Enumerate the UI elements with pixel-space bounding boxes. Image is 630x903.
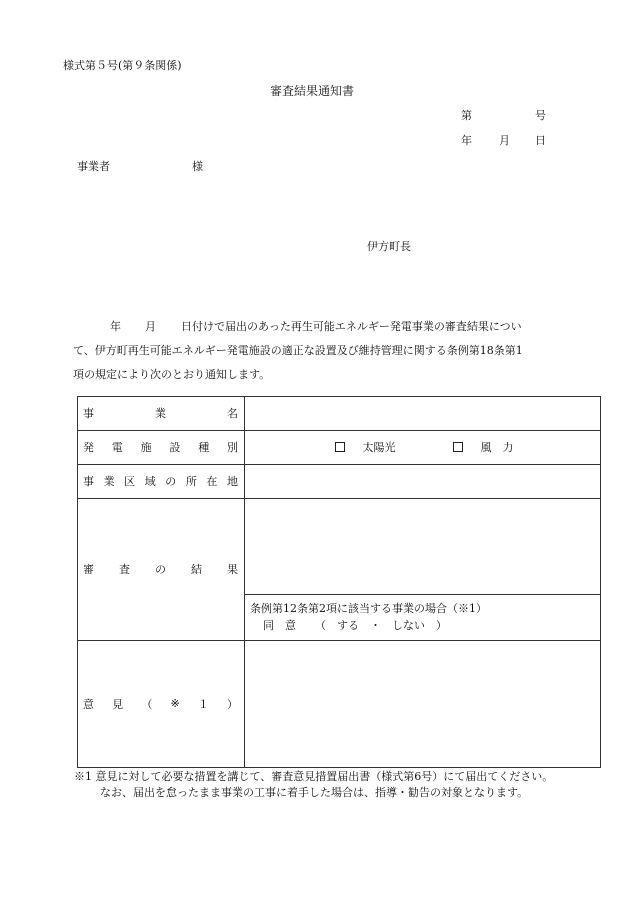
business-location-field[interactable] bbox=[245, 465, 599, 497]
table-border-left bbox=[77, 396, 78, 768]
label-char: 在 bbox=[206, 475, 218, 488]
date-day: 日 bbox=[535, 134, 546, 147]
label-char: 業 bbox=[103, 475, 115, 488]
label-char: 所 bbox=[185, 475, 197, 488]
option-wind-label: 風 力 bbox=[480, 441, 514, 454]
date-month: 月 bbox=[499, 134, 510, 147]
label-char: 審 bbox=[83, 563, 94, 576]
label-char: ※ bbox=[170, 697, 180, 710]
checkbox-wind[interactable] bbox=[453, 442, 463, 452]
label-char: 発 bbox=[83, 441, 94, 454]
table-border-right bbox=[600, 396, 601, 768]
review-result-field[interactable] bbox=[245, 499, 599, 593]
form-number: 様式第５号(第９条関係) bbox=[63, 59, 182, 72]
label-facility-type bbox=[83, 430, 238, 464]
body-line2: て、伊方町再生可能エネルギー発電施設の適正な設置及び維持管理に関する条例第18条第1 bbox=[73, 344, 523, 357]
label-char: 域 bbox=[144, 475, 156, 488]
label-char: 区 bbox=[124, 475, 136, 488]
document-title: 審査結果通知書 bbox=[270, 84, 355, 98]
label-char: 見 bbox=[112, 697, 124, 711]
label-char: １ bbox=[197, 697, 209, 711]
label-char: 設 bbox=[169, 441, 181, 454]
label-business-location bbox=[83, 464, 238, 498]
label-opinion bbox=[83, 640, 238, 767]
label-review-result bbox=[83, 498, 238, 640]
opinion-field[interactable] bbox=[245, 641, 599, 766]
checkbox-solar[interactable] bbox=[335, 442, 345, 452]
issuer: 伊方町長 bbox=[367, 240, 411, 253]
label-char: 種 bbox=[198, 441, 210, 454]
option-wind[interactable] bbox=[453, 441, 514, 455]
footnote-line1: ※1 意見に対して必要な措置を講じて、審査意見措置届出書（様式第6号）にて届出てください。 bbox=[74, 770, 554, 783]
label-char: 地 bbox=[226, 475, 238, 488]
label-char: 別 bbox=[226, 441, 238, 454]
label-char: （ bbox=[141, 697, 153, 711]
label-char: 業 bbox=[155, 407, 166, 420]
label-char: 意 bbox=[83, 697, 94, 711]
label-char: 施 bbox=[140, 441, 152, 454]
label-business-name bbox=[83, 396, 238, 430]
consent-label: 同 意 bbox=[263, 619, 296, 632]
option-solar[interactable] bbox=[335, 441, 396, 455]
body-line1: 日付けで届出のあった再生可能エネルギー発電事業の審査結果につい bbox=[181, 320, 522, 333]
option-solar-label: 太陽光 bbox=[362, 441, 396, 454]
consent-choices[interactable]: （ する ・ しない ） bbox=[315, 619, 447, 632]
addressee-honorific: 様 bbox=[192, 160, 203, 173]
doc-number-prefix: 第 bbox=[461, 109, 472, 122]
label-char: 事 bbox=[83, 475, 94, 488]
body-month: 月 bbox=[145, 320, 156, 333]
body-line3: 項の規定により次のとおり通知します。 bbox=[73, 368, 271, 381]
label-char: 結 bbox=[191, 563, 202, 576]
table-border-bottom bbox=[77, 767, 601, 768]
review-subnote: 条例第12条第2項に該当する事業の場合（※1） bbox=[250, 602, 487, 615]
label-char: の bbox=[165, 475, 177, 488]
label-char: 名 bbox=[227, 407, 238, 420]
footnote-line2: なお、届出を怠ったまま事業の工事に着手した場合は、指導・勧告の対象となります。 bbox=[100, 786, 529, 799]
business-name-field[interactable] bbox=[245, 397, 599, 429]
addressee-label: 事業者 bbox=[77, 160, 110, 173]
review-result-table bbox=[77, 396, 601, 768]
subrow-divider bbox=[244, 594, 601, 595]
body-year: 年 bbox=[110, 320, 121, 333]
label-char: 査 bbox=[119, 563, 130, 576]
label-char: 電 bbox=[111, 441, 123, 454]
label-char: 事 bbox=[83, 407, 94, 420]
label-char: ） bbox=[227, 697, 238, 711]
label-char: の bbox=[155, 563, 166, 576]
date-year: 年 bbox=[461, 134, 472, 147]
doc-number-suffix: 号 bbox=[535, 109, 546, 122]
label-char: 果 bbox=[227, 563, 238, 576]
